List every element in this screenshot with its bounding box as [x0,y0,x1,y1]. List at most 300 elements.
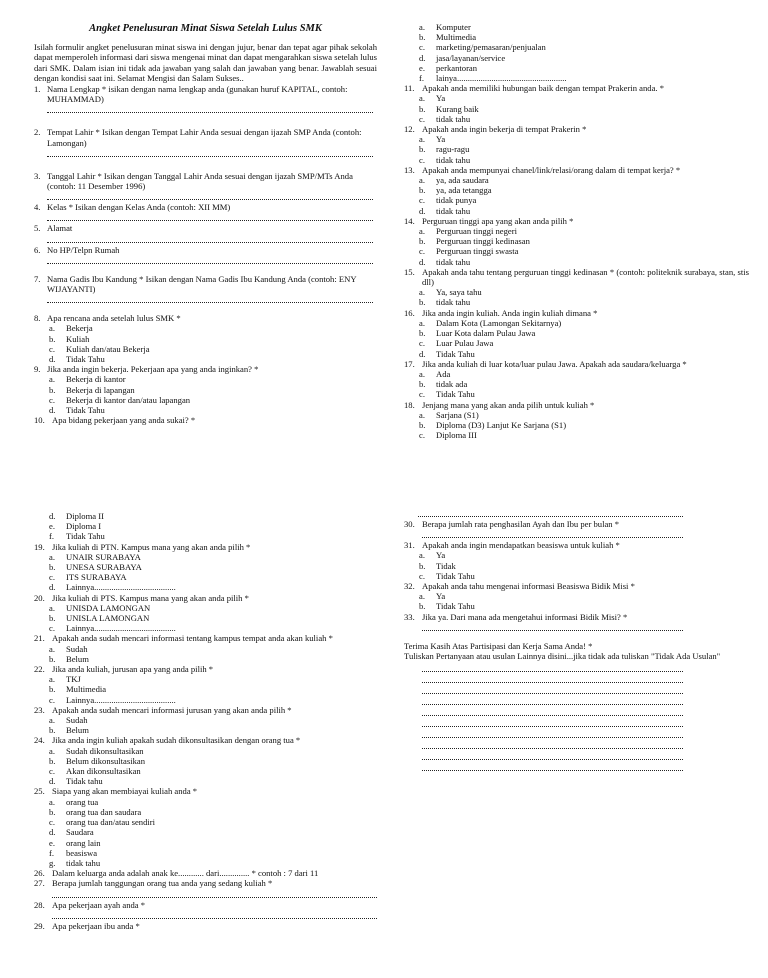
option[interactable] [34,695,377,705]
option-letter: b. [49,725,56,736]
option[interactable] [404,550,749,560]
option[interactable] [34,334,377,344]
question-number: 18. [404,399,415,410]
question-1 [34,84,377,104]
question-text: Apa bidang pekerjaan yang anda sukai? * [52,415,196,426]
option-letter: b. [419,236,426,247]
option[interactable] [34,827,377,837]
question-2 [34,127,377,147]
option-label: Bekerja di lapangan [66,384,135,395]
question-16 [404,308,749,318]
option-label: ya, ada tetangga [436,185,492,196]
option-letter: d. [419,205,426,216]
option[interactable] [34,766,377,776]
option[interactable] [34,644,377,654]
question-number: 9. [34,364,41,375]
option-letter: a. [419,175,425,186]
option-letter: b. [49,755,56,766]
option-letter: d. [49,405,56,416]
answer-line-1[interactable] [47,104,373,113]
question-number: 13. [404,164,415,175]
option[interactable] [404,144,749,154]
option-letter: a. [419,409,425,420]
question-text: Apakah anda sudah mencari informasi jurusan yang akan anda pilih * [52,704,292,715]
question-number: 10. [34,415,45,426]
question-number: 3. [34,170,41,181]
option-label: Perguruan tinggi kedinasan [436,236,530,247]
option-label: Lainnya...................................... [66,623,176,634]
option[interactable] [404,561,749,571]
question-text: Apakah anda ingin bekerja di tempat Prakerin * [422,124,587,135]
option-letter: d. [49,354,56,365]
option[interactable] [404,379,749,389]
option-label: Tidak Tahu [436,570,475,581]
answer-line-2[interactable] [47,148,373,157]
option-label: orang tua dan/atau sendiri [66,817,156,828]
option-letter: a. [419,134,425,145]
option[interactable] [404,287,749,297]
option[interactable] [34,817,377,827]
answer-line-28[interactable] [52,910,377,919]
option-label: UNISDA LAMONGAN [66,602,151,613]
option-label: ragu-ragu [436,144,470,155]
option-letter: c. [419,113,425,124]
question-text: Jenjang mana yang akan anda pilih untuk kuliah * [422,399,595,410]
option[interactable] [34,725,377,735]
option-label: TKJ [66,674,81,685]
option-letter: b. [49,384,56,395]
question-24 [34,735,377,745]
option-letter: c. [419,389,425,400]
answer-line-4[interactable] [47,212,373,221]
option[interactable] [34,858,377,868]
question-7 [34,274,377,294]
question-5 [34,223,377,233]
option[interactable] [404,591,749,601]
option[interactable] [404,175,749,185]
option-label: orang tua dan saudara [66,806,142,817]
option-label: Bekerja di kantor dan/atau lapangan [66,394,191,405]
option[interactable] [404,410,749,420]
question-15 [404,267,749,287]
option[interactable] [404,22,749,32]
question-21 [34,633,377,643]
question-10 [34,415,377,425]
option[interactable] [34,344,377,354]
answer-line-33[interactable] [422,622,683,631]
option-label: Belum [66,725,89,736]
option-label: ITS SURABAYA [66,572,127,583]
question-text: Jika anda ingin kuliah apakah sudah dikonsultasikan dengan orang tua * [52,735,301,746]
option-letter: c. [419,570,425,581]
question-text: Tempat Lahir * Isikan dengan Tempat Lahir Anda sesuai dengan ijazah SMP Anda (contoh: Lamongan) [47,127,362,148]
question-14 [404,216,749,226]
question-number: 23. [34,704,45,715]
left-column-bottom [34,511,377,931]
option-label: tidak tahu [436,113,471,124]
option[interactable] [404,93,749,103]
option[interactable] [404,32,749,42]
option-letter: e. [49,837,55,848]
option[interactable] [404,349,749,359]
option-label: orang tua [66,796,99,807]
option-label: Sudah dikonsultasikan [66,745,144,756]
option-label: Tidak [436,560,456,571]
option-letter: c. [49,623,55,634]
option-letter: a. [49,715,55,726]
question-9 [34,364,377,374]
option[interactable] [34,521,377,531]
option-letter: a. [419,368,425,379]
option-letter: e. [49,521,55,532]
option[interactable] [34,582,377,592]
option-label: Kurang baik [436,103,479,114]
question-number: 21. [34,633,45,644]
option[interactable] [34,654,377,664]
option-letter: a. [419,591,425,602]
option-letter: a. [419,550,425,561]
option[interactable] [34,674,377,684]
option-letter: c. [49,694,55,705]
option-label: Saudara [66,827,94,838]
option-label: Lainnya...................................... [66,694,176,705]
question-text: Dalam keluarga anda adalah anak ke............ dari.............. * contoh : 7 dari 11 [52,868,319,879]
option[interactable] [34,776,377,786]
option[interactable] [404,338,749,348]
option-label: Tidak Tahu [436,389,475,400]
question-text: Apa pekerjaan ibu anda * [52,920,140,931]
option[interactable] [404,185,749,195]
option-label: Ya [436,93,446,104]
option-label: UNAIR SURABAYA [66,551,141,562]
option-letter: c. [419,338,425,349]
option-letter: b. [49,684,56,695]
option-label: Sudah [66,715,88,726]
option-label: Diploma II [66,511,104,521]
option[interactable] [34,807,377,817]
option[interactable] [404,369,749,379]
option-letter: a. [419,226,425,237]
question-28 [34,900,377,910]
option-letter: b. [419,379,426,390]
option-label: Tidak tahu [66,776,103,787]
option-letter: b. [419,103,426,114]
question-text: Berapa jumlah rata penghasilan Ayah dan Ibu per bulan * [422,519,620,529]
option[interactable] [34,405,377,415]
option-letter: b. [419,297,426,308]
question-6 [34,245,377,255]
question-number: 11. [404,83,415,94]
option-letter: g. [49,857,56,868]
option-letter: c. [49,817,55,828]
answer-line-5[interactable] [47,234,373,243]
option[interactable] [34,848,377,858]
option-label: Dalam Kota (Lamongan Sekitarnya) [436,317,562,328]
suggestion-lines[interactable] [404,663,749,771]
option[interactable] [404,601,749,611]
question-text: Apakah anda tahu mengenai informasi Beasiswa Bidik Misi * [422,581,635,592]
question-number: 8. [34,313,41,324]
option[interactable] [404,236,749,246]
answer-line-7[interactable] [47,294,373,303]
question-text: Kelas * Isikan dengan Kelas Anda (contoh: XII MM) [47,202,231,213]
option[interactable] [34,715,377,725]
option[interactable] [404,206,749,216]
option-label: UNISLA LAMONGAN [66,613,150,624]
option[interactable] [34,797,377,807]
question-number: 2. [34,127,41,138]
option[interactable] [34,746,377,756]
option[interactable] [404,42,749,52]
left-column-top [34,24,377,425]
option-letter: d. [49,776,56,787]
option-label: Bekerja di kantor [66,374,126,385]
question-text: Jika kuliah di PTN. Kampus mana yang akan anda pilih * [52,541,251,552]
option-label: tidak tahu [66,857,101,868]
option-letter: b. [49,806,56,817]
question-number: 30. [404,519,415,529]
question-27 [34,878,377,888]
option[interactable] [34,684,377,694]
question-22 [34,664,377,674]
option-label: perkantoran [436,62,478,73]
option[interactable] [34,623,377,633]
question-text: Jika anda kuliah, jurusan apa yang anda pilih * [52,664,214,675]
question-text: Berapa jumlah tanggungan orang tua anda yang sedang kuliah * [52,878,273,889]
option-letter: b. [49,333,56,344]
question-text: Apa pekerjaan ayah anda * [52,899,146,910]
option[interactable] [404,53,749,63]
option[interactable] [404,246,749,256]
option[interactable] [34,838,377,848]
question-number: 1. [34,84,41,95]
option-label: Multimedia [66,684,107,695]
option-letter: c. [49,343,55,354]
question-number: 7. [34,273,41,284]
option-label: Belum dikonsultasikan [66,755,146,766]
question-32 [404,581,749,591]
option-letter: b. [49,613,56,624]
question-text: Jika anda ingin bekerja. Pekerjaan apa yang anda inginkan? * [47,364,259,375]
option-letter: b. [419,328,426,339]
option-letter: b. [419,560,426,571]
option-label: Ya [436,134,446,145]
question-12 [404,124,749,134]
question-number: 27. [34,878,45,889]
option[interactable] [404,104,749,114]
answer-line-27[interactable] [52,889,377,898]
question-number: 22. [34,664,45,675]
answer-line-30[interactable] [422,529,683,538]
question-text: Apa rencana anda setelah lulus SMK * [47,313,181,324]
option[interactable] [34,613,377,623]
option-letter: c. [419,154,425,165]
question-number: 15. [404,266,415,277]
question-number: 26. [34,868,45,879]
answer-line-3[interactable] [47,191,373,200]
question-23 [34,705,377,715]
option-label: Kuliah dan/atau Bekerja [66,343,150,354]
option[interactable] [34,511,377,521]
option-letter: a. [419,93,425,104]
question-number: 28. [34,899,45,910]
question-19 [34,542,377,552]
question-18 [404,400,749,410]
intro-text: Isilah formulir angket penelusuran minat siswa ini dengan jujur, benar dan tepat agar pihak sekolah dapat memperoleh informasi dari siswa mengenai minat dan dapat mengarahkan siswa setelah lulus dari SMK. Dalam isian ini tidak ada jawaban yang salah dan jawaban yang benar. Jawablah sesuai dengan kondisi saat ini. Selamat Mengisi dan Salam Sukses.. [34,42,377,83]
question-text: Jika ya. Dari mana ada mengetahui informasi Bidik Misi? * [422,611,628,622]
question-text: Jika kuliah di PTS. Kampus mana yang akan anda pilih * [52,592,249,603]
option[interactable] [404,318,749,328]
option[interactable] [404,114,749,124]
option[interactable] [34,572,377,582]
question-number: 31. [404,540,415,551]
option-label: Komputer [436,22,471,32]
question-text: Tanggal Lahir * Isikan dengan Tanggal Lahir Anda sesuai dengan ijazah SMP/MTs Anda (contoh: 11 Desember 1996) [47,170,353,192]
question-13 [404,165,749,175]
question-text: Apakah anda ingin mendapatkan beasiswa untuk kuliah * [422,540,620,551]
question-text: Perguruan tinggi apa yang akan anda pilih * [422,215,574,226]
option-letter: b. [419,419,426,430]
option-label: tidak tahu [436,256,471,267]
option-letter: d. [419,52,426,63]
option-letter: a. [49,745,55,756]
option-letter: a. [49,551,55,562]
option[interactable] [34,603,377,613]
option-label: orang lain [66,837,101,848]
option-label: Tidak Tahu [66,531,105,542]
option-letter: e. [419,62,425,73]
option[interactable] [34,385,377,395]
question-text: No HP/Telpn Rumah [47,244,120,255]
option-label: Perguruan tinggi negeri [436,226,517,237]
option[interactable] [34,374,377,384]
option-letter: b. [419,144,426,155]
option-letter: b. [49,562,56,573]
option-letter: a. [49,323,55,334]
question-text: Apakah anda tahu tentang perguruan tinggi kedinasan * (contoh: politeknik surabaya, stan, stis dll) [422,266,749,288]
option-letter: b. [419,185,426,196]
option[interactable] [34,354,377,364]
option[interactable] [404,134,749,144]
option[interactable] [34,395,377,405]
option[interactable] [404,63,749,73]
option[interactable] [34,323,377,333]
option-letter: c. [419,430,425,441]
option-letter: c. [419,195,425,206]
option[interactable] [34,756,377,766]
option-letter: c. [49,394,55,405]
option-letter: c. [419,42,425,53]
option-label: beasiswa [66,847,98,858]
option-letter: f. [419,73,425,84]
question-text: Jika anda ingin kuliah. Anda ingin kuliah dimana * [422,307,598,318]
answer-line-6[interactable] [47,255,373,264]
option-label: tidak ada [436,379,468,390]
form-title: Angket Penelusuran Minat Siswa Setelah Lulus SMK [89,23,322,34]
option-letter: c. [49,766,55,777]
option-letter: d. [49,582,56,593]
right-column-bottom [404,508,749,773]
answer-line-29[interactable] [418,508,683,517]
option-label: lainya................................................... [436,73,567,84]
option-letter: d. [49,827,56,838]
question-number: 24. [34,735,45,746]
option-letter: a. [49,643,55,654]
option-label: Tidak Tahu [436,601,475,612]
question-number: 25. [34,786,45,797]
question-number: 12. [404,124,415,135]
option[interactable] [404,430,749,440]
option-letter: d. [49,511,56,521]
option-letter: a. [49,602,55,613]
option-letter: b. [419,32,426,43]
option[interactable] [404,571,749,581]
option-label: Belum [66,653,89,664]
option-letter: b. [49,653,56,664]
question-30 [404,519,749,529]
option[interactable] [404,226,749,236]
question-text: Alamat [47,223,73,234]
question-11 [404,83,749,93]
question-number: 14. [404,215,415,226]
question-3 [34,171,377,191]
option-label: jasa/layanan/service [436,52,506,63]
option-label: ya, ada saudara [436,175,489,186]
option-label: Tidak Tahu [436,348,475,359]
question-29 [34,921,377,931]
option-label: Kuliah [66,333,90,344]
option[interactable] [404,420,749,430]
option[interactable] [34,552,377,562]
option-label: Ya, saya tahu [436,287,482,298]
option-label: tidak punya [436,195,477,206]
option[interactable] [404,389,749,399]
option-label: Luar Pulau Jawa [436,338,494,349]
option-letter: a. [49,374,55,385]
option[interactable] [404,328,749,338]
option-letter: a. [419,287,425,298]
option[interactable] [404,297,749,307]
option-label: Diploma III [436,430,477,441]
option[interactable] [34,562,377,572]
option-label: Multimedia [436,32,477,43]
question-text: Nama Lengkap * isikan dengan nama lengkap anda (gunakan huruf KAPITAL, contoh: MUHAMMAD) [47,84,348,105]
option[interactable] [404,195,749,205]
option-letter: a. [419,22,425,32]
option[interactable] [404,257,749,267]
question-number: 32. [404,581,415,592]
option[interactable] [404,155,749,165]
option[interactable] [34,531,377,541]
option-label: Sarjana (S1) [436,409,479,420]
option[interactable] [404,73,749,83]
right-column-top [404,22,749,440]
option-letter: d. [419,348,426,359]
question-number: 29. [34,920,45,931]
option-label: Diploma (D3) Lanjut Ke Sarjana (S1) [436,419,567,430]
question-number: 5. [34,223,41,234]
question-text: Apakah anda sudah mencari informasi tentang kampus tempat anda akan kuliah * [52,633,333,644]
question-number: 19. [34,541,45,552]
option-label: Tidak Tahu [66,405,105,416]
question-25 [34,786,377,796]
question-4 [34,202,377,212]
question-26 [34,868,377,878]
option-label: Tidak Tahu [66,354,105,365]
question-8 [34,313,377,323]
question-text: Nama Gadis Ibu Kandung * Isikan dengan Nama Gadis Ibu Kandung Anda (contoh: ENY WIJAYANTI) [47,273,357,295]
option-label: Ya [436,550,446,561]
